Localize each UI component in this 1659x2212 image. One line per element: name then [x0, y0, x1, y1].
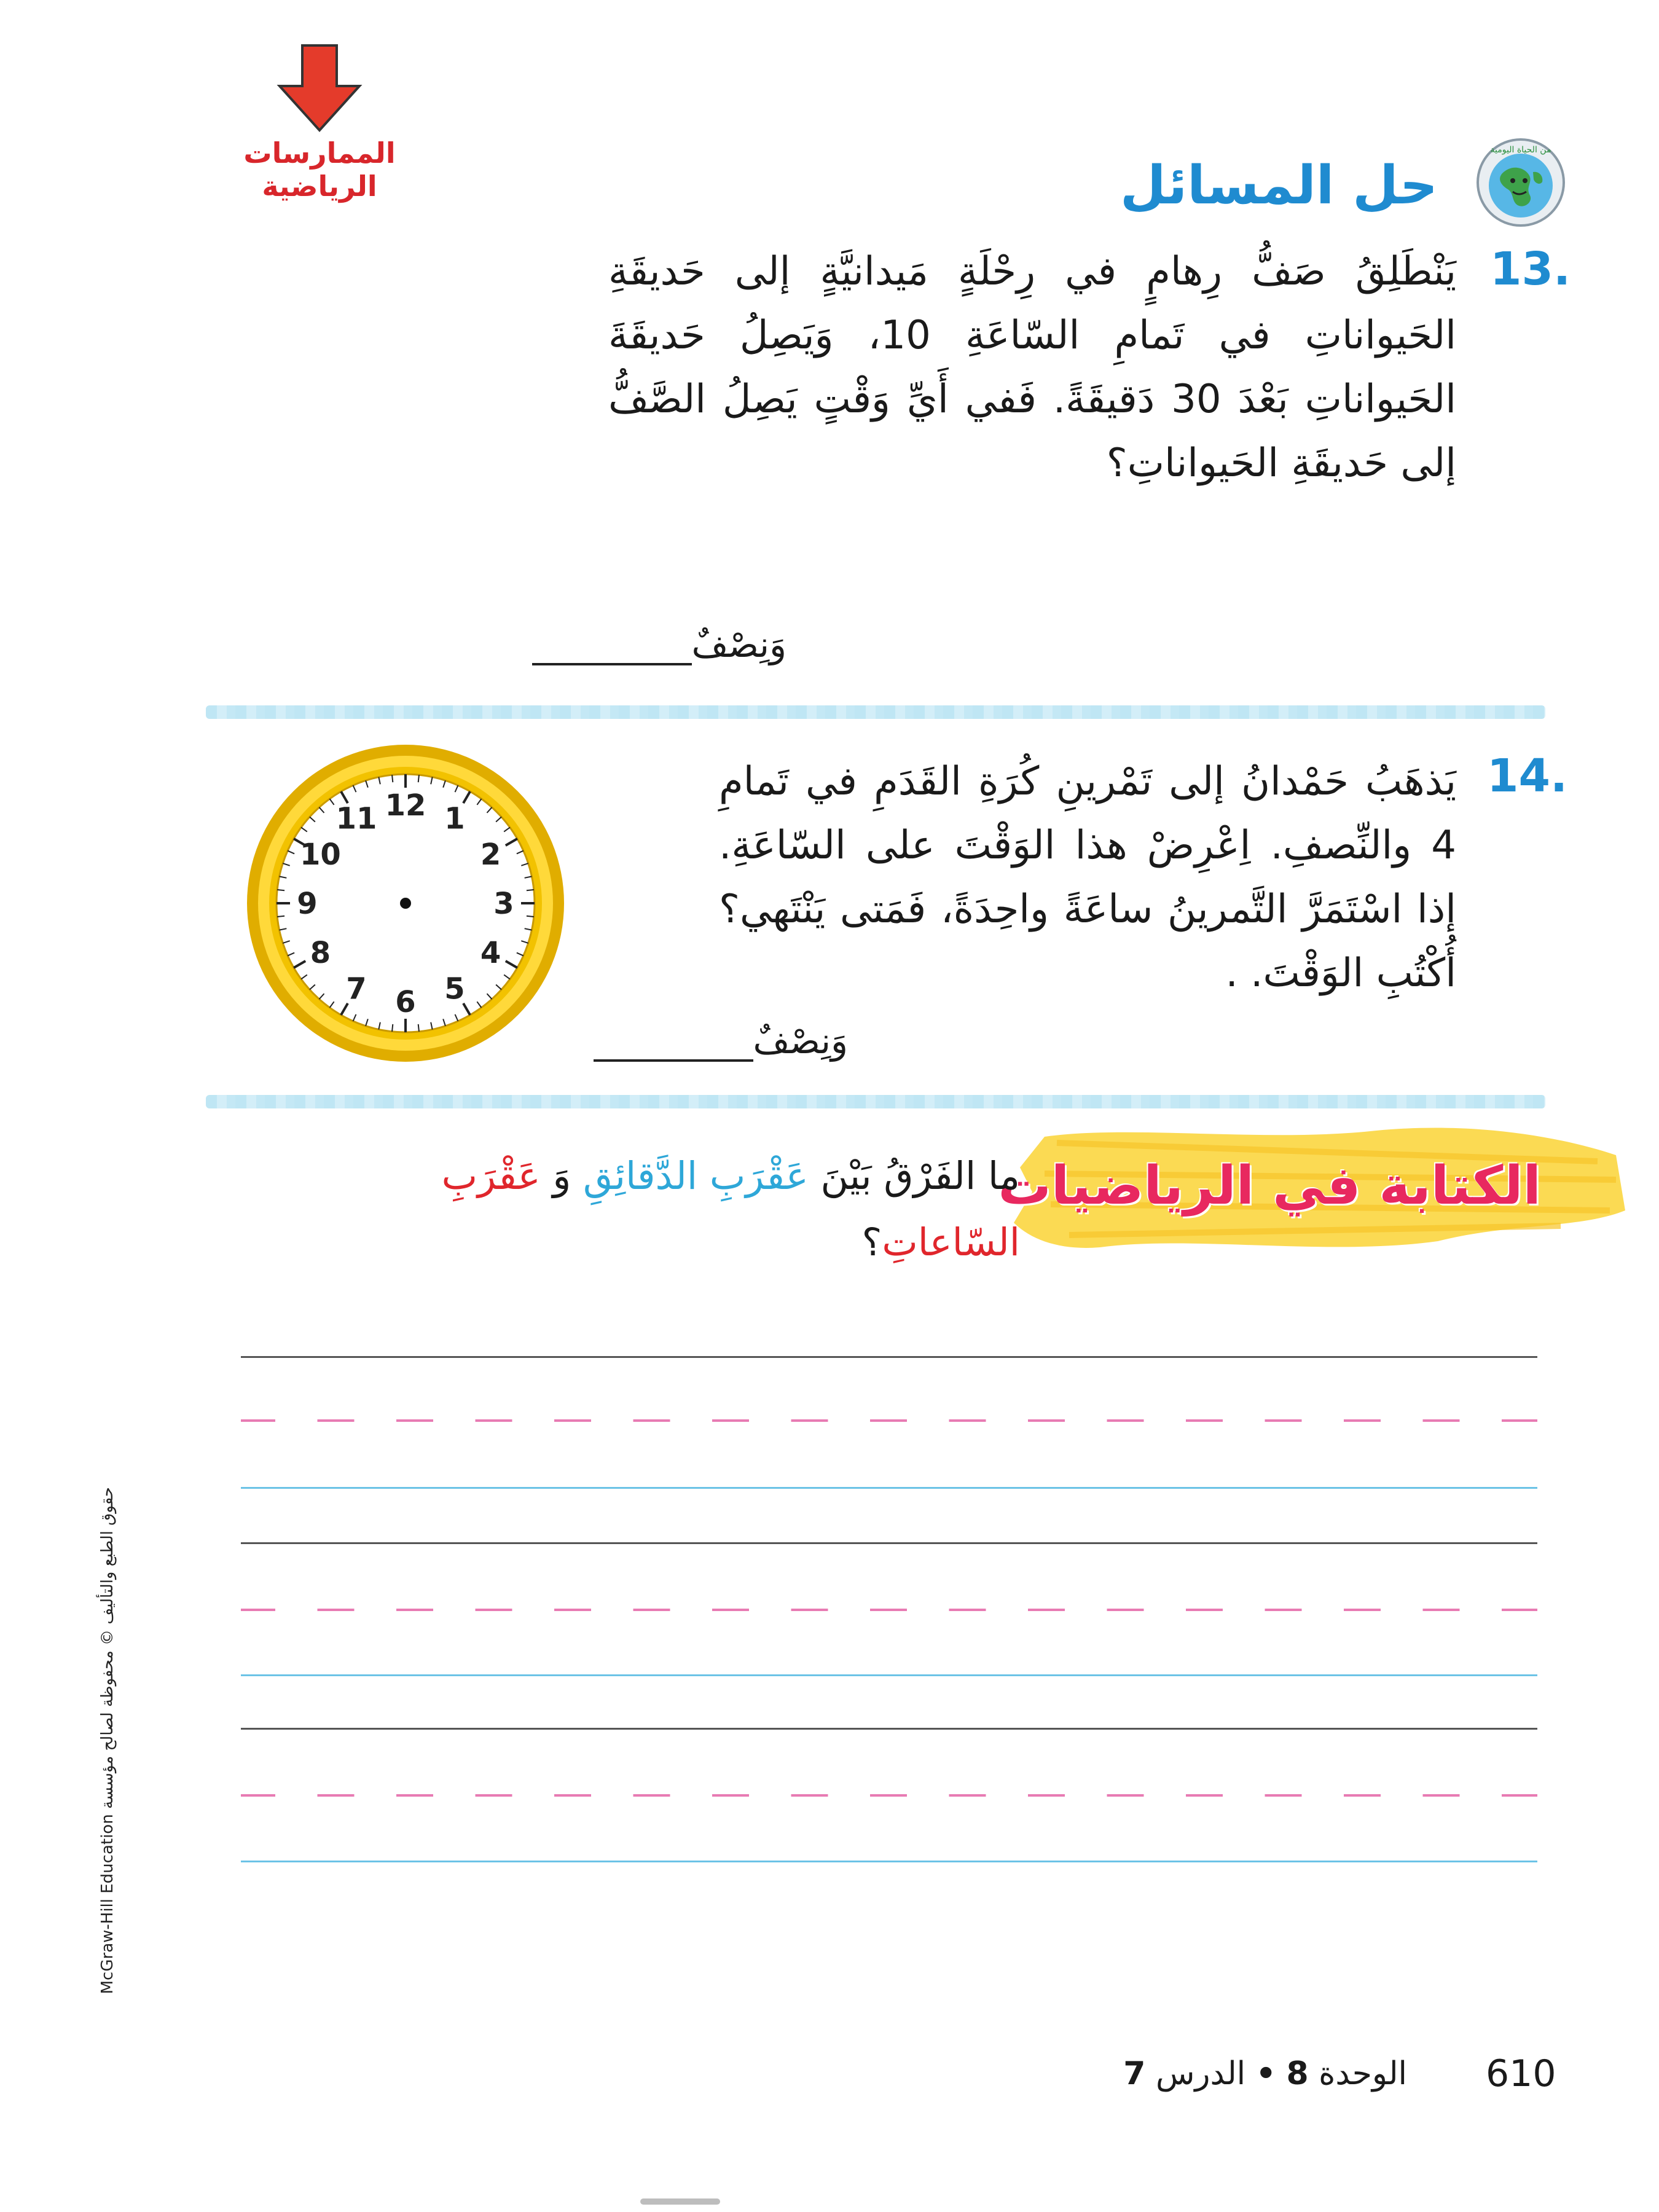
clock-minute-tick — [527, 916, 534, 917]
clock-numeral: 8 — [310, 936, 331, 970]
page-number: 610 — [1486, 2052, 1556, 2095]
answer-blank[interactable] — [594, 1029, 753, 1062]
writing-line-top[interactable] — [241, 1728, 1537, 1730]
writing-line-base — [241, 1861, 1537, 1862]
clock-minute-tick — [392, 775, 393, 782]
problem-14-answer — [575, 1020, 849, 1062]
lesson-number: 7 — [1123, 2055, 1146, 2092]
section-title: حل المسائل — [1120, 155, 1438, 216]
clock-numeral: 6 — [395, 985, 416, 1019]
writing-line-mid — [241, 1419, 1537, 1422]
copyright-credit: حقوق الطبع والتأليف © محفوظة لصالح مؤسسة McGraw-Hill Education — [98, 1487, 117, 1994]
writing-line-mid — [241, 1609, 1537, 1611]
conjunction: وَ — [552, 1153, 571, 1198]
home-indicator[interactable] — [640, 2198, 720, 2205]
lesson-label: الدرس — [1155, 2055, 1246, 2092]
unit-number: 8 — [1286, 2055, 1309, 2092]
clock-numeral: 2 — [480, 837, 501, 872]
problem-13-answer — [514, 624, 787, 665]
writing-line-base — [241, 1674, 1537, 1676]
writing-line-top[interactable] — [241, 1356, 1537, 1358]
clock-numeral: 9 — [297, 887, 318, 921]
clock-numeral: 11 — [335, 801, 377, 836]
clock-minute-tick — [418, 1024, 419, 1032]
answer-suffix: وَنِصْفٌ — [691, 624, 786, 665]
footer-bullet: • — [1255, 2055, 1276, 2092]
problem-14-text: يَذهَبُ حَمْدانُ إلى تَمْرينِ كُرَةِ القَدَمِ في تَمامِ 4 والنِّصفِ. اِعْرِضْ هذا الوَقْتَ على السّاعَةِ. إذا اسْتَمَرَّ التَّمرينُ ساعَةً واحِدَةً، فَمَتى يَنْتَهي؟ أُكْتُبِ الوَقْتَ. . — [719, 759, 1456, 996]
globe-icon — [1475, 136, 1567, 229]
clock-face[interactable] — [243, 740, 568, 1066]
clock-minute-tick — [418, 775, 419, 782]
globe-badge-text: من الحياة اليومية — [1490, 145, 1551, 155]
answer-suffix: وَنِصْفٌ — [753, 1020, 848, 1062]
problem-14-number: 14. — [1487, 750, 1568, 802]
math-practices-label: الممارسات الرياضية — [243, 136, 396, 203]
divider — [206, 1095, 1545, 1108]
writing-question — [393, 1143, 1020, 1276]
writing-line-mid — [241, 1794, 1537, 1797]
writing-line-top[interactable] — [241, 1542, 1537, 1544]
problem-13-number: 13. — [1490, 243, 1571, 296]
footer-unit-lesson — [1123, 2055, 1407, 2092]
clock-numeral: 5 — [444, 971, 465, 1006]
clock-numeral: 10 — [300, 837, 341, 872]
clock-numeral: 1 — [444, 801, 465, 836]
question-mark: ؟ — [861, 1220, 882, 1265]
clock-numeral: 3 — [493, 887, 514, 921]
clock-minute-tick — [392, 1024, 393, 1032]
writing-in-math-title: الكتابة في الرياضيات — [998, 1155, 1541, 1217]
divider — [206, 705, 1545, 719]
writing-line-base — [241, 1487, 1537, 1489]
problem-13-text: يَنْطَلِقُ صَفُّ رِهامٍ في رِحْلَةٍ مَيدانيَّةٍ إلى حَديقَةِ الحَيواناتِ في تَمامِ السّاعَةِ 10، وَيَصِلُ حَديقَةَ الحَيواناتِ بَعْدَ 30 دَقيقَةً. فَفي أَيِّ وَقْتٍ يَصِلُ الصَّفُّ إلى حَديقَةِ الحَيواناتِ؟ — [608, 249, 1457, 486]
unit-label: الوحدة — [1319, 2055, 1407, 2092]
clock-numeral: 4 — [480, 936, 501, 970]
clock-minute-tick — [277, 916, 284, 917]
question-text: ما الفَرْقُ بَيْنَ — [820, 1153, 1020, 1198]
minute-hand-term: عَقْرَبِ الدَّقائِقِ — [583, 1153, 809, 1198]
clock-numeral: 7 — [346, 971, 367, 1006]
answer-blank[interactable] — [532, 632, 692, 665]
clock-numeral: 12 — [385, 788, 426, 823]
down-arrow-icon — [273, 43, 366, 134]
clock-center — [400, 898, 411, 909]
hour-hand-term: عَقْرَبِ السّاعاتِ — [441, 1153, 1020, 1265]
